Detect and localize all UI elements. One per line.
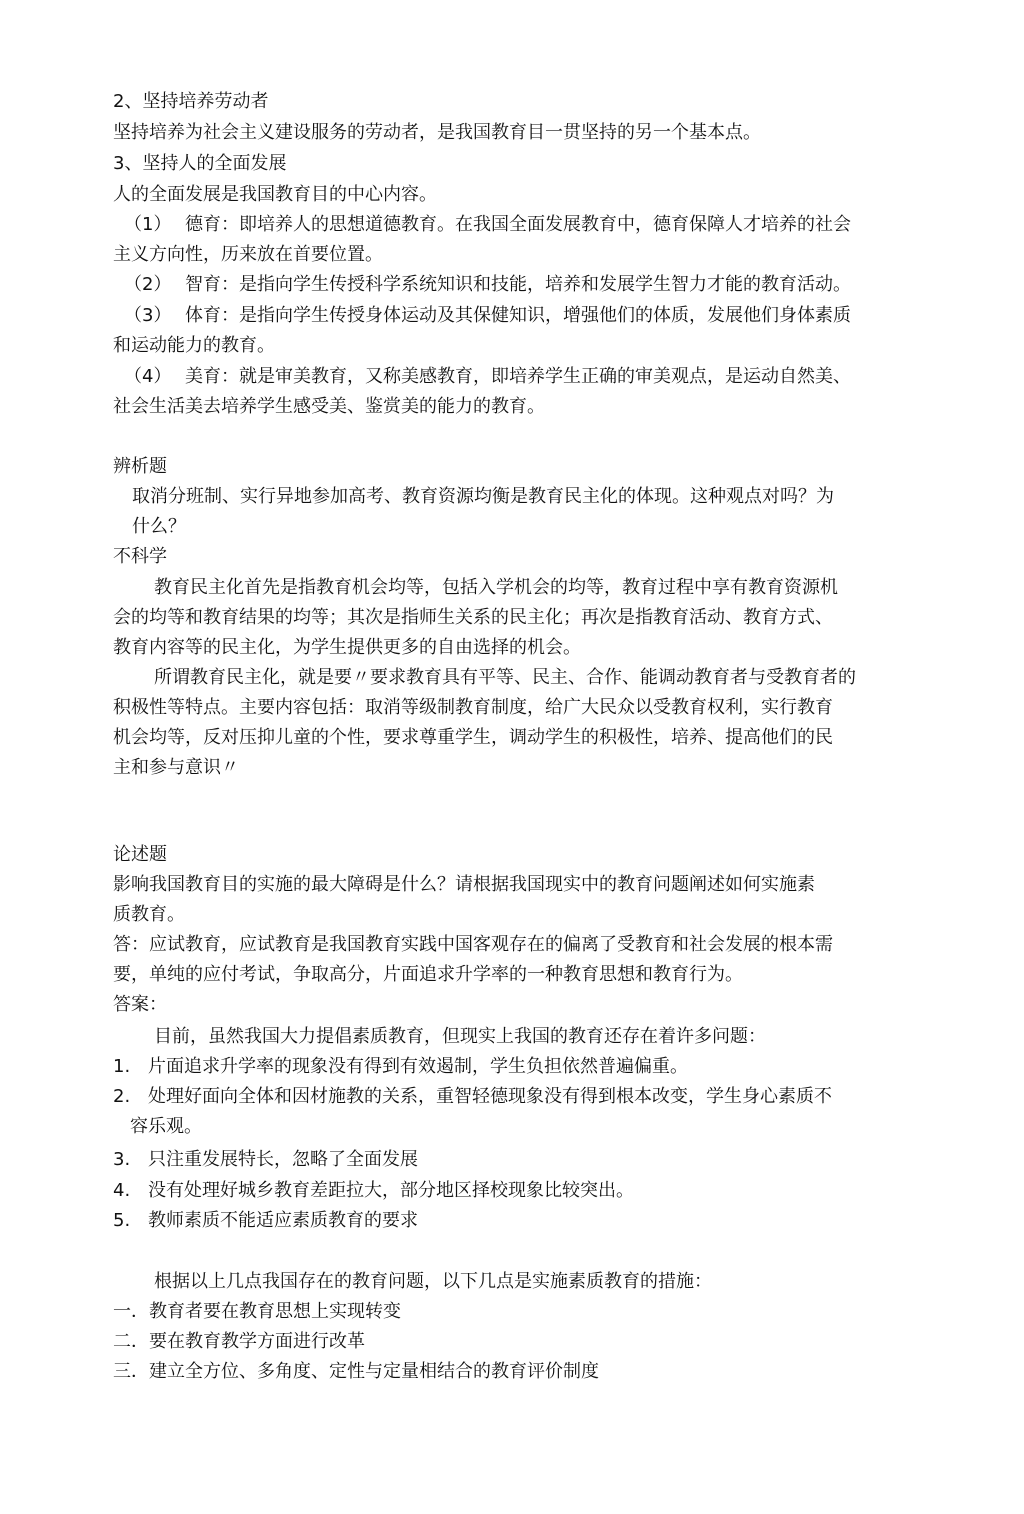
item-number: （2） (124, 274, 172, 295)
measure-item: 三．建立全方位、多角度、定性与定量相结合的教育评价制度 (113, 1361, 599, 1382)
analysis-para2-line4: 主和参与意识〃 (113, 757, 239, 778)
problem-number: 3. (113, 1149, 131, 1170)
problem-text-continued: 容乐观。 (130, 1116, 202, 1137)
heading-all-round: 3、坚持人的全面发展 (113, 153, 287, 174)
essay-intro: 目前，虽然我国大力提倡素质教育，但现实上我国的教育还存在着许多问题： (154, 1026, 766, 1047)
essay-heading: 论述题 (113, 844, 167, 865)
measure-item: 一．教育者要在教育思想上实现转变 (113, 1301, 401, 1322)
analysis-para2-line2: 积极性等特点。主要内容包括：取消等级制教育制度，给广大民众以受教育权利，实行教育 (113, 697, 833, 718)
item-moral-line2: 主义方向性，历来放在首要位置。 (113, 244, 383, 265)
item-number: （1） (124, 214, 172, 235)
item-physical-line2: 和运动能力的教育。 (113, 335, 275, 356)
problem-number: 4. (113, 1180, 131, 1201)
analysis-para2-line1: 所谓教育民主化，就是要〃要求教育具有平等、民主、合作、能调动教育者与受教育者的 (154, 667, 856, 688)
analysis-para1-line2: 会的均等和教育结果的均等；其次是指师生关系的民主化；再次是指教育活动、教育方式、 (113, 607, 833, 628)
problem-number: 1. (113, 1056, 131, 1077)
problem-text: 处理好面向全体和因材施教的关系，重智轻德现象没有得到根本改变，学生身心素质不 (148, 1086, 832, 1107)
all-round-text: 人的全面发展是我国教育目的中心内容。 (113, 184, 437, 205)
analysis-question-line1: 取消分班制、实行异地参加高考、教育资源均衡是教育民主化的体现。这种观点对吗？为 (132, 486, 834, 507)
analysis-para1-line1: 教育民主化首先是指教育机会均等，包括入学机会的均等，教育过程中享有教育资源机 (154, 577, 838, 598)
essay-answer-line2: 要，单纯的应付考试，争取高分，片面追求升学率的一种教育思想和教育行为。 (113, 964, 743, 985)
essay-answer-label: 答案： (113, 994, 167, 1015)
measure-item: 二．要在教育教学方面进行改革 (113, 1331, 365, 1352)
problem-text: 没有处理好城乡教育差距拉大，部分地区择校现象比较突出。 (148, 1180, 634, 1201)
item-physical-line1: 体育：是指向学生传授身体运动及其保健知识，增强他们的体质，发展他们身体素质 (185, 305, 851, 326)
item-number: （4） (124, 366, 172, 387)
item-number: （3） (124, 305, 172, 326)
laborer-text: 坚持培养为社会主义建设服务的劳动者，是我国教育目一贯坚持的另一个基本点。 (113, 122, 761, 143)
problem-text: 片面追求升学率的现象没有得到有效遏制，学生负担依然普遍偏重。 (148, 1056, 688, 1077)
essay-question-line1: 影响我国教育目的实施的最大障碍是什么？请根据我国现实中的教育问题阐述如何实施素 (113, 874, 815, 895)
analysis-para1-line3: 教育内容等的民主化，为学生提供更多的自由选择的机会。 (113, 637, 581, 658)
item-moral-line1: 德育：即培养人的思想道德教育。在我国全面发展教育中，德育保障人才培养的社会 (185, 214, 851, 235)
heading-laborer: 2、坚持培养劳动者 (113, 91, 269, 112)
item-aesthetic-line1: 美育：就是审美教育，又称美感教育，即培养学生正确的审美观点，是运动自然美、 (185, 366, 851, 387)
measures-intro: 根据以上几点我国存在的教育问题，以下几点是实施素质教育的措施： (154, 1271, 712, 1292)
analysis-question-line2: 什么？ (132, 516, 186, 537)
item-intellectual-line1: 智育：是指向学生传授科学系统知识和技能，培养和发展学生智力才能的教育活动。 (185, 274, 851, 295)
problem-text: 只注重发展特长，忽略了全面发展 (148, 1149, 418, 1170)
essay-question-line2: 质教育。 (113, 904, 185, 925)
problem-text: 教师素质不能适应素质教育的要求 (148, 1210, 418, 1231)
essay-answer-line1: 答：应试教育，应试教育是我国教育实践中国客观存在的偏离了受教育和社会发展的根本需 (113, 934, 833, 955)
analysis-para2-line3: 机会均等，反对压抑儿童的个性，要求尊重学生，调动学生的积极性，培养、提高他们的民 (113, 727, 833, 748)
analysis-heading: 辨析题 (113, 456, 167, 477)
item-aesthetic-line2: 社会生活美去培养学生感受美、鉴赏美的能力的教育。 (113, 396, 545, 417)
problem-number: 5. (113, 1210, 131, 1231)
problem-number: 2. (113, 1086, 131, 1107)
analysis-verdict: 不科学 (113, 546, 167, 567)
